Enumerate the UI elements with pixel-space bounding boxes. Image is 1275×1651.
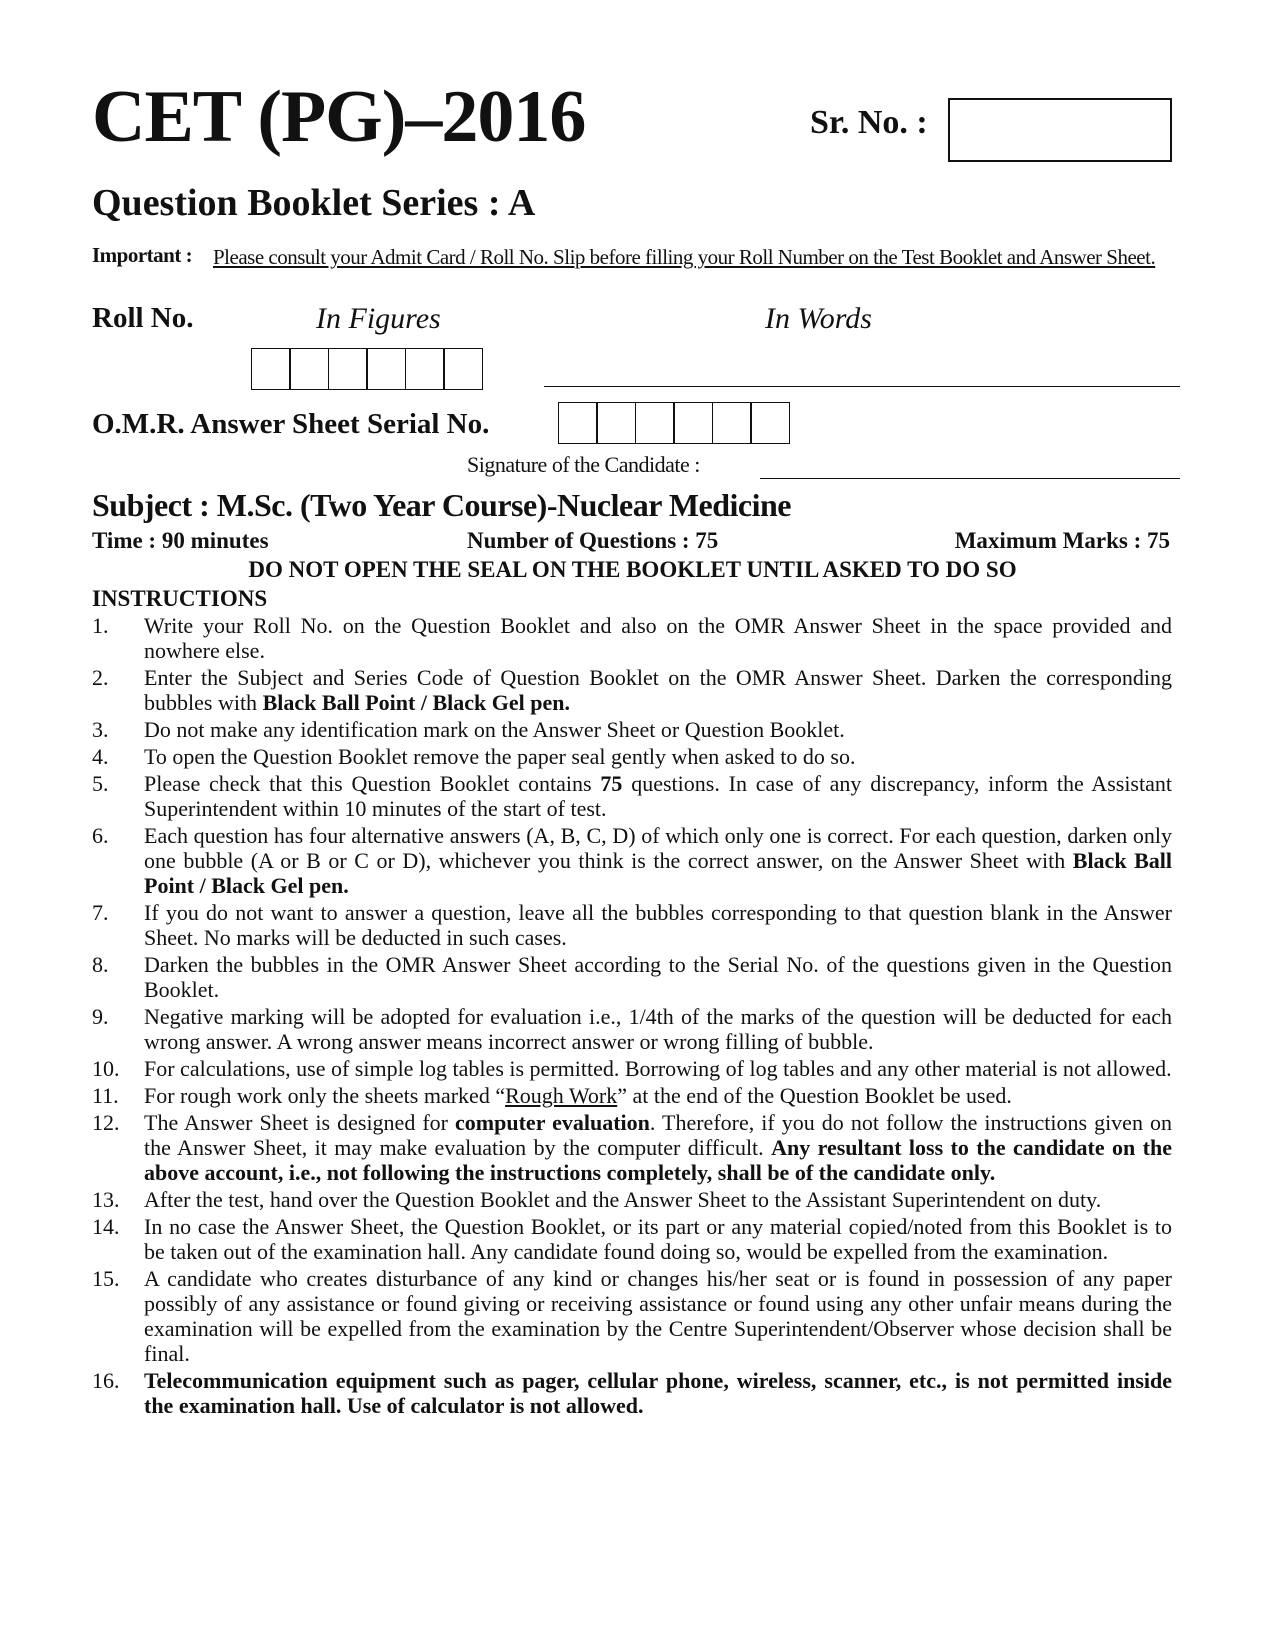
instruction-item xyxy=(92,1214,1172,1264)
instruction-text-part: . Therefore, if you do not follow the instructions given on the Answer Sheet, it may make evaluation by the computer difficult. xyxy=(144,1110,1172,1160)
instruction-item xyxy=(92,665,1172,715)
instruction-number: 6. xyxy=(92,823,109,848)
instruction-bold-text: Black Ball Point / Black Gel pen. xyxy=(262,690,570,715)
serial-number-box[interactable] xyxy=(948,98,1172,162)
question-count-info: Number of Questions : 75 xyxy=(467,528,719,553)
booklet-series: Question Booklet Series : A xyxy=(92,182,536,224)
instruction-text-part: Do not make any identification mark on the Answer Sheet or Question Booklet. xyxy=(144,717,845,742)
instruction-text-part: Enter the Subject and Series Code of Question Booklet on the OMR Answer Sheet. Darken the corresponding bubbles with xyxy=(144,665,1172,715)
omr-digit-box[interactable] xyxy=(750,402,790,444)
instructions-heading: INSTRUCTIONS xyxy=(92,586,268,611)
max-marks-info: Maximum Marks : 75 xyxy=(954,528,1170,553)
instruction-bold-text: Telecommunication equipment such as pager, cellular phone, wireless, scanner, etc., is not permitted inside the examination hall. Use of calculator is not allowed. xyxy=(144,1368,1172,1418)
instruction-text-part: If you do not want to answer a question, leave all the bubbles corresponding to that question blank in the Answer Sheet. No marks will be deducted in such cases. xyxy=(144,900,1172,950)
instruction-item xyxy=(92,717,1172,742)
instruction-text xyxy=(144,744,1172,769)
important-note xyxy=(213,242,1179,273)
instruction-text xyxy=(144,771,1172,821)
omr-digit-box[interactable] xyxy=(635,402,675,444)
roll-number-label: Roll No. xyxy=(92,302,194,334)
instruction-text xyxy=(144,665,1172,715)
instruction-number: 14. xyxy=(92,1214,120,1239)
instruction-item xyxy=(92,1004,1172,1054)
instruction-text-part: Negative marking will be adopted for evaluation i.e., 1/4th of the marks of the question will be deducted for each wrong answer. A wrong answer means incorrect answer or wrong filling of bubble. xyxy=(144,1004,1172,1054)
instruction-text-part: After the test, hand over the Question Booklet and the Answer Sheet to the Assistant Superintendent on duty. xyxy=(144,1187,1102,1212)
instruction-text xyxy=(144,717,1172,742)
instruction-text-part: Darken the bubbles in the OMR Answer Sheet according to the Serial No. of the questions given in the Question Booklet. xyxy=(144,952,1172,1002)
signature-label: Signature of the Candidate : xyxy=(467,452,700,477)
instruction-number: 7. xyxy=(92,900,109,925)
instruction-number: 9. xyxy=(92,1004,109,1029)
important-text: Please consult your Admit Card / Roll No. Slip before filling your Roll Number on the Test Booklet and Answer Sheet. xyxy=(213,245,1156,269)
roll-digit-box[interactable] xyxy=(289,348,329,390)
instruction-item xyxy=(92,613,1172,663)
instruction-number: 4. xyxy=(92,744,109,769)
instruction-number: 10. xyxy=(92,1056,120,1081)
instruction-item xyxy=(92,823,1172,898)
instruction-item xyxy=(92,771,1172,821)
roll-digit-box[interactable] xyxy=(405,348,445,390)
instruction-text xyxy=(144,1214,1172,1264)
serial-number-label: Sr. No. : xyxy=(810,104,928,141)
instruction-text xyxy=(144,952,1172,1002)
seal-warning: DO NOT OPEN THE SEAL ON THE BOOKLET UNTIL ASKED TO DO SO xyxy=(248,557,1017,582)
instruction-number: 8. xyxy=(92,952,109,977)
instruction-underlined-text: Rough Work xyxy=(505,1083,618,1108)
instruction-number: 5. xyxy=(92,771,109,796)
instruction-text-part: For rough work only the sheets marked “ xyxy=(144,1083,506,1108)
instruction-text-part: The Answer Sheet is designed for xyxy=(144,1110,456,1135)
roll-digit-box[interactable] xyxy=(443,348,483,390)
omr-serial-boxes xyxy=(559,402,790,444)
instruction-text-part: questions. In case of any discrepancy, inform the Assistant Superintendent within 10 minutes of the start of test. xyxy=(144,771,1172,821)
omr-serial-label: O.M.R. Answer Sheet Serial No. xyxy=(92,408,490,440)
instruction-text xyxy=(144,1004,1172,1054)
omr-digit-box[interactable] xyxy=(673,402,713,444)
roll-digit-box[interactable] xyxy=(251,348,291,390)
instruction-number: 12. xyxy=(92,1110,120,1135)
instruction-bold-text: Any resultant loss to the candidate on the above account, i.e., not following the instructions completely, shall be of the candidate only. xyxy=(144,1135,1172,1185)
in-figures-label: In Figures xyxy=(316,302,441,335)
important-label: Important : xyxy=(92,243,193,267)
instruction-text xyxy=(144,1110,1172,1185)
instruction-number: 3. xyxy=(92,717,109,742)
instruction-text xyxy=(144,1368,1172,1418)
instruction-text-part: A candidate who creates disturbance of any kind or changes his/her seat or is found in possession of any paper possibly of any assistance or found giving or receiving assistance or found using any other unfair means during the examination will be expelled from the examination by the Centre Superintendent/Observer whose decision shall be final. xyxy=(144,1266,1172,1366)
instruction-bold-text: computer evaluation xyxy=(455,1110,650,1135)
instruction-text-part: To open the Question Booklet remove the paper seal gently when asked to do so. xyxy=(144,744,856,769)
instruction-item xyxy=(92,1056,1172,1081)
instruction-text xyxy=(144,1266,1172,1366)
instruction-text-part: Please check that this Question Booklet contains xyxy=(144,771,601,796)
page-title: CET (PG)–2016 xyxy=(92,76,586,158)
instructions-list xyxy=(92,613,1172,1420)
instruction-text-part: ” at the end of the Question Booklet be used. xyxy=(617,1083,1012,1108)
instruction-number: 13. xyxy=(92,1187,120,1212)
signature-line[interactable] xyxy=(760,478,1180,479)
subject-heading: Subject : M.Sc. (Two Year Course)-Nuclear Medicine xyxy=(92,487,791,523)
instruction-text xyxy=(144,900,1172,950)
omr-digit-box[interactable] xyxy=(596,402,636,444)
instruction-bold-text: Black Ball Point / Black Gel pen. xyxy=(144,848,1173,898)
instruction-text-part: For calculations, use of simple log tables is permitted. Borrowing of log tables and any other material is not allowed. xyxy=(144,1056,1172,1081)
instruction-item xyxy=(92,1368,1172,1418)
instruction-number: 1. xyxy=(92,613,109,638)
in-words-label: In Words xyxy=(765,302,872,335)
instruction-text-part: Each question has four alternative answers (A, B, C, D) of which only one is correct. For each question, darken only one bubble (A or B or C or D), whichever you think is the correct answer, on the Answer Sheet with xyxy=(144,823,1172,873)
omr-digit-box[interactable] xyxy=(712,402,752,444)
instruction-number: 15. xyxy=(92,1266,120,1291)
instruction-item xyxy=(92,900,1172,950)
instruction-text xyxy=(144,1187,1172,1212)
instruction-item xyxy=(92,952,1172,1002)
instruction-number: 16. xyxy=(92,1368,120,1393)
instruction-number: 2. xyxy=(92,665,109,690)
instruction-text xyxy=(144,613,1172,663)
roll-digit-box[interactable] xyxy=(366,348,406,390)
omr-digit-box[interactable] xyxy=(558,402,598,444)
instruction-item xyxy=(92,1083,1172,1108)
instruction-item xyxy=(92,744,1172,769)
instruction-number: 11. xyxy=(92,1083,119,1108)
instruction-text-part: Write your Roll No. on the Question Booklet and also on the OMR Answer Sheet in the space provided and nowhere else. xyxy=(144,613,1172,663)
instruction-text xyxy=(144,1056,1172,1081)
instruction-item xyxy=(92,1266,1172,1366)
roll-digit-box[interactable] xyxy=(328,348,368,390)
instruction-text-part: In no case the Answer Sheet, the Question Booklet, or its part or any material copied/noted from this Booklet is to be taken out of the examination hall. Any candidate found doing so, would be expelled from the examination. xyxy=(144,1214,1172,1264)
roll-words-line[interactable] xyxy=(544,386,1180,387)
roll-number-boxes xyxy=(252,348,483,390)
instruction-text xyxy=(144,823,1172,898)
instruction-bold-text: 75 xyxy=(600,771,623,796)
instruction-text xyxy=(144,1083,1172,1108)
instruction-item xyxy=(92,1187,1172,1212)
time-info: Time : 90 minutes xyxy=(92,528,269,553)
instruction-item xyxy=(92,1110,1172,1185)
